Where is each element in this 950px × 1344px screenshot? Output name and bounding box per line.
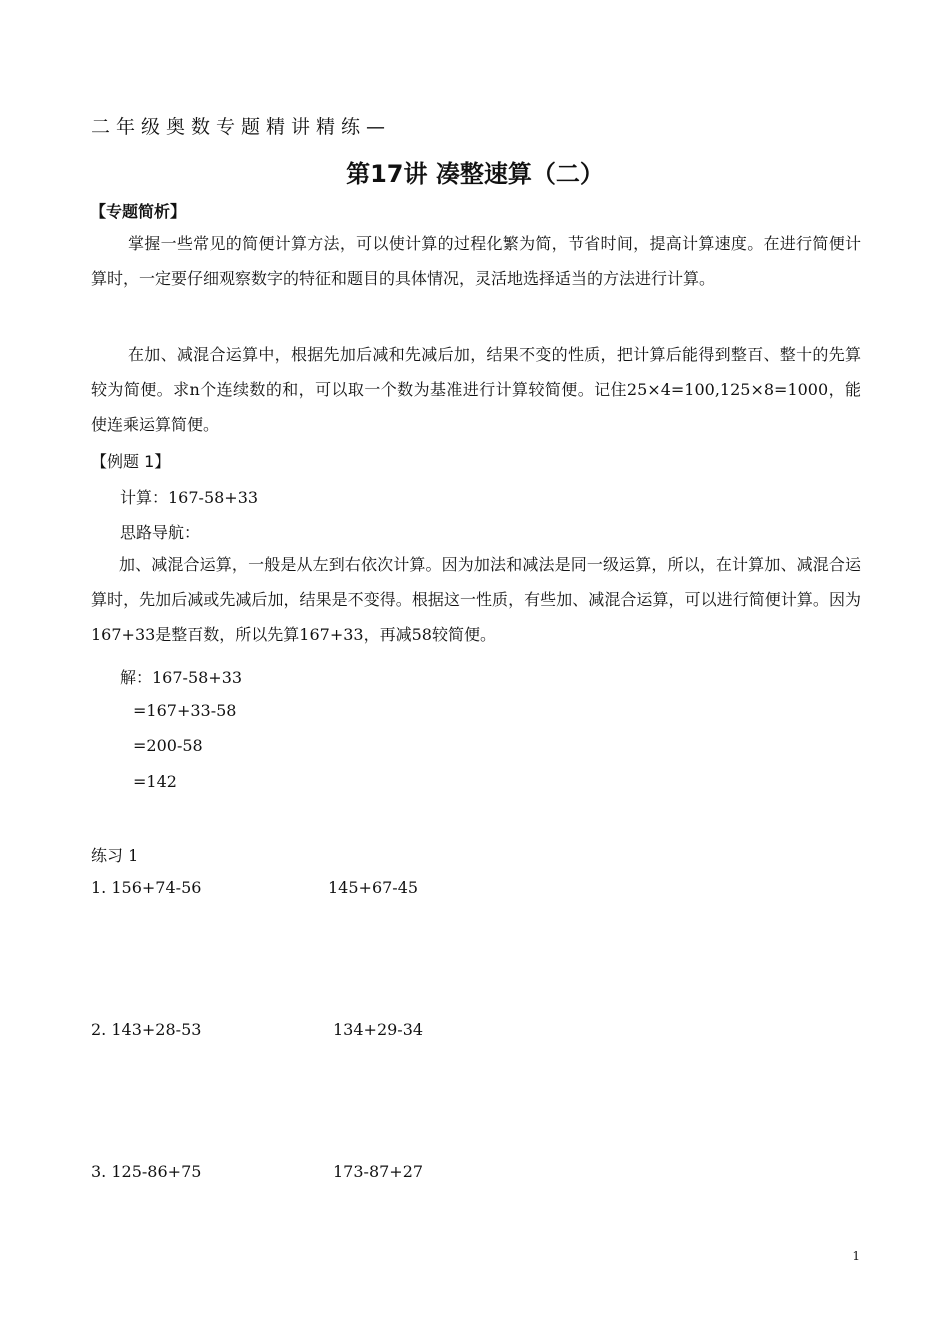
nav-label: 思路导航： bbox=[120, 523, 201, 542]
intro-paragraph-1: 掌握一些常见的简便计算方法，可以使计算的过程化繁为简，节省时间，提高计算速度。在进行简便计算时，一定要仔细观察数字的特征和题目的具体情况，灵活地选择适当的方法进行计算。 bbox=[91, 234, 861, 288]
example-heading: 【例题 1】 bbox=[91, 452, 171, 471]
exercise-right: 134+29-34 bbox=[333, 1020, 424, 1039]
exercise-right: 145+67-45 bbox=[328, 878, 419, 897]
exercise-left: 1. 156+74-56 bbox=[91, 878, 202, 897]
example-problem: 计算：167-58+33 bbox=[120, 488, 259, 507]
page-number: 1 bbox=[852, 1249, 860, 1263]
exercise-right: 173-87+27 bbox=[333, 1162, 424, 1181]
series-title: 二年级奥数专题精讲精练— bbox=[91, 116, 392, 138]
lecture-title: 第17讲 凑整速算（二） bbox=[346, 160, 604, 188]
solution-line: =200-58 bbox=[133, 736, 203, 755]
nav-paragraph: 加、减混合运算，一般是从左到右依次计算。因为加法和减法是同一级运算，所以，在计算加、减混合运算时，先加后减或先减后加，结果是不变得。根据这一性质，有些加、减混合运算，可以进行简便计算。因为167+33是整百数，所以先算167+33，再减58较简便。 bbox=[91, 555, 861, 644]
intro-heading: 【专题简析】 bbox=[90, 202, 187, 221]
exercise-left: 2. 143+28-53 bbox=[91, 1020, 202, 1039]
solution-line: =142 bbox=[133, 772, 177, 791]
exercise-left: 3. 125-86+75 bbox=[91, 1162, 202, 1181]
solution-line: 解：167-58+33 bbox=[120, 668, 243, 687]
solution-line: =167+33-58 bbox=[133, 701, 237, 720]
practice-heading: 练习 1 bbox=[91, 846, 139, 865]
intro-paragraph-2: 在加、减混合运算中，根据先加后减和先减后加，结果不变的性质，把计算后能得到整百、整十的先算较为简便。求n个连续数的和，可以取一个数为基准进行计算较简便。记住25×4=100,125×8=1000，能使连乘运算简便。 bbox=[91, 345, 861, 434]
